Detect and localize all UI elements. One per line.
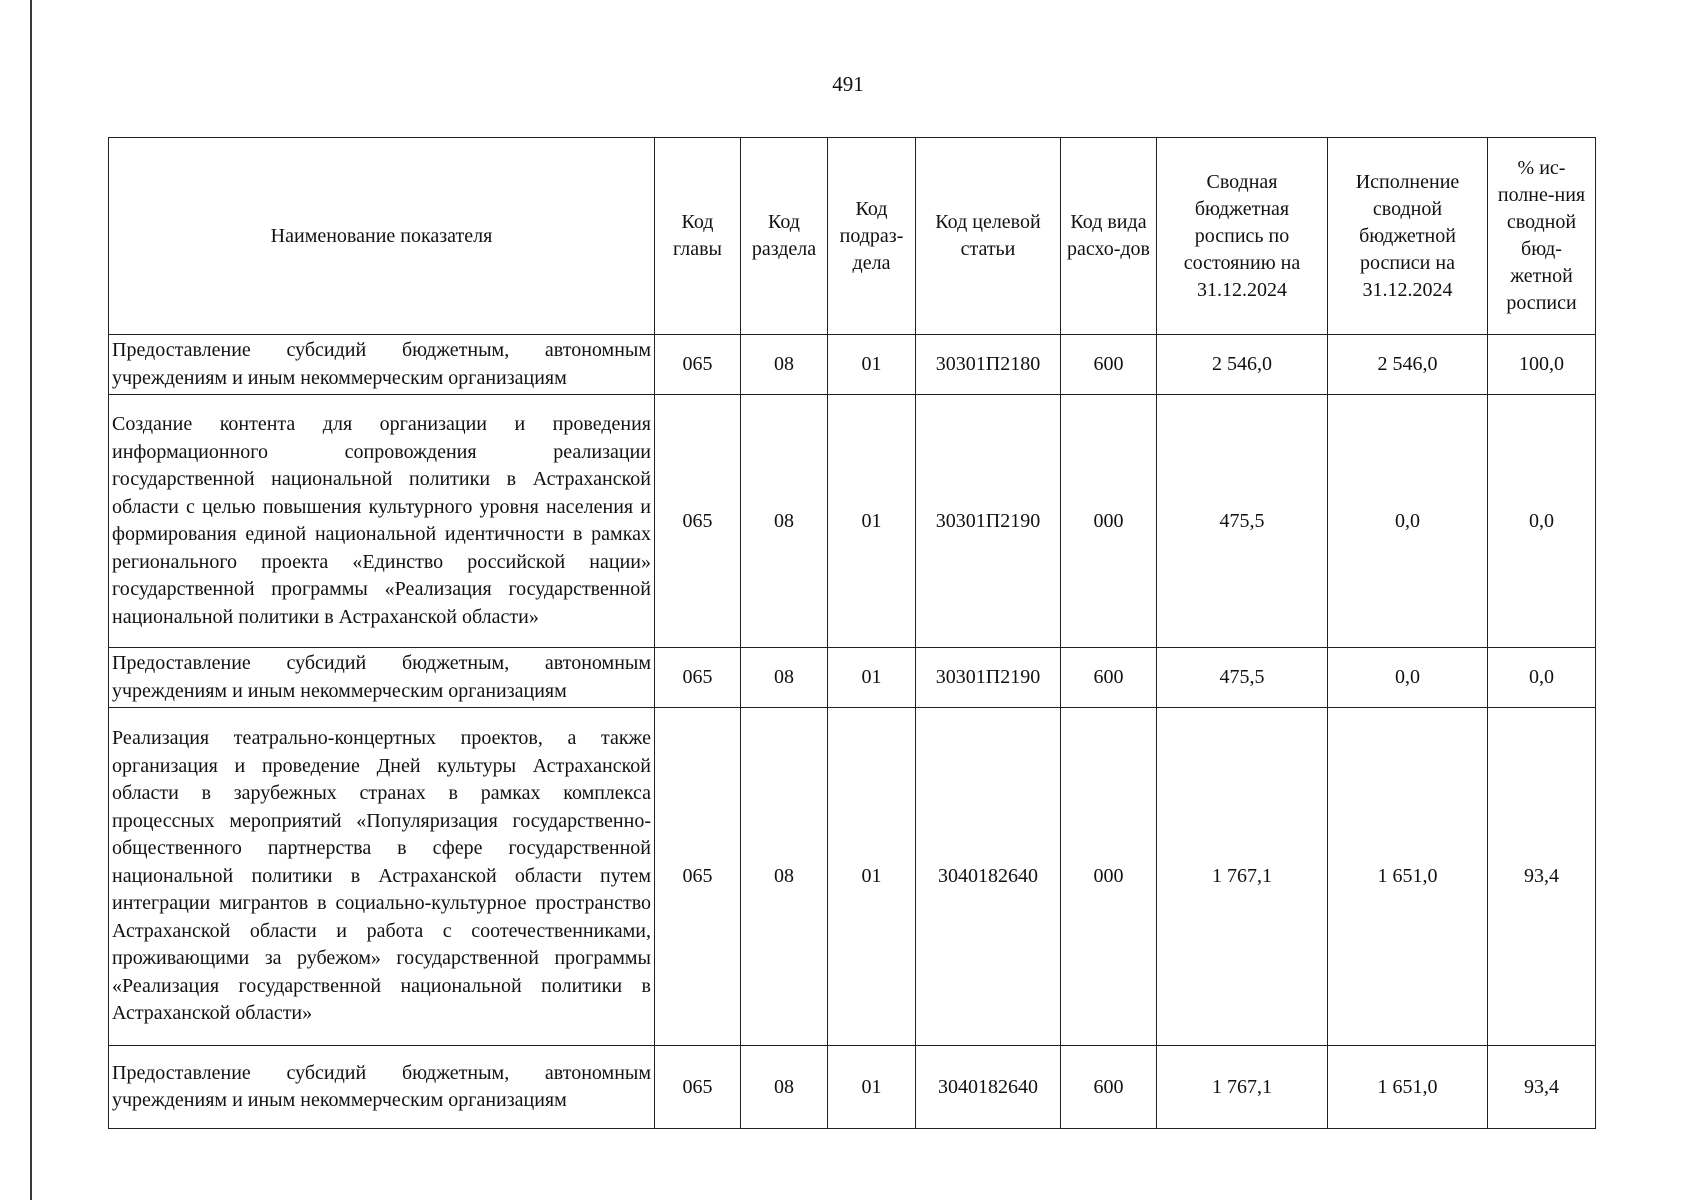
row-execution-percent: 100,0 <box>1488 335 1596 395</box>
row-chapter-code: 065 <box>655 335 741 395</box>
row-indicator-name: Предоставление субсидий бюджетным, автономным учреждениям и иным некоммерческим организациям <box>109 648 655 708</box>
table-row <box>109 335 1596 395</box>
table-row <box>109 648 1596 708</box>
row-budget-execution: 2 546,0 <box>1328 335 1488 395</box>
row-execution-percent: 0,0 <box>1488 395 1596 648</box>
header-indicator-name: Наименование показателя <box>109 138 655 335</box>
budget-execution-table <box>108 137 1596 1129</box>
row-subsection-code: 01 <box>828 335 916 395</box>
row-execution-percent: 93,4 <box>1488 708 1596 1046</box>
row-execution-percent: 0,0 <box>1488 648 1596 708</box>
row-execution-percent: 93,4 <box>1488 1046 1596 1129</box>
row-budget-execution: 1 651,0 <box>1328 708 1488 1046</box>
table-header-row <box>109 138 1596 335</box>
row-budget-schedule: 1 767,1 <box>1157 708 1328 1046</box>
row-expense-type-code: 000 <box>1061 708 1157 1046</box>
header-target-article-code: Код целевой статьи <box>916 138 1061 335</box>
row-chapter-code: 065 <box>655 708 741 1046</box>
page-number: 491 <box>832 72 864 96</box>
row-budget-schedule: 475,5 <box>1157 395 1328 648</box>
header-section-code: Код раздела <box>741 138 828 335</box>
row-indicator-name: Предоставление субсидий бюджетным, автономным учреждениям и иным некоммерческим организациям <box>109 335 655 395</box>
row-budget-execution: 0,0 <box>1328 395 1488 648</box>
left-margin-line <box>30 0 32 1200</box>
table-row <box>109 708 1596 1046</box>
budget-table-container <box>108 137 1595 1129</box>
row-section-code: 08 <box>741 395 828 648</box>
row-subsection-code: 01 <box>828 395 916 648</box>
row-chapter-code: 065 <box>655 395 741 648</box>
row-budget-schedule: 475,5 <box>1157 648 1328 708</box>
row-budget-execution: 0,0 <box>1328 648 1488 708</box>
row-subsection-code: 01 <box>828 648 916 708</box>
row-budget-execution: 1 651,0 <box>1328 1046 1488 1129</box>
row-indicator-name: Создание контента для организации и проведения информационного сопровождения реализации государственной национальной политики в Астраханской области с целью повышения культурного уровня населения и формирования единой национальной идентичности в рамках регионального проекта «Единство российской нации» государственной программы «Реализация государственной национальной политики в Астраханской области» <box>109 395 655 648</box>
row-expense-type-code: 000 <box>1061 395 1157 648</box>
header-budget-execution: Исполнение сводной бюджетной росписи на 31.12.2024 <box>1328 138 1488 335</box>
row-indicator-name: Предоставление субсидий бюджетным, автономным учреждениям и иным некоммерческим организациям <box>109 1046 655 1129</box>
row-expense-type-code: 600 <box>1061 335 1157 395</box>
header-execution-percent: % ис-полне-ния сводной бюд-жетной росписи <box>1488 138 1596 335</box>
table-row <box>109 395 1596 648</box>
row-budget-schedule: 2 546,0 <box>1157 335 1328 395</box>
row-target-article-code: 30301П2180 <box>916 335 1061 395</box>
row-section-code: 08 <box>741 335 828 395</box>
header-subsection-code: Код подраз-дела <box>828 138 916 335</box>
row-target-article-code: 30301П2190 <box>916 395 1061 648</box>
row-budget-schedule: 1 767,1 <box>1157 1046 1328 1129</box>
row-section-code: 08 <box>741 1046 828 1129</box>
header-expense-type-code: Код вида расхо-дов <box>1061 138 1157 335</box>
row-expense-type-code: 600 <box>1061 648 1157 708</box>
row-subsection-code: 01 <box>828 708 916 1046</box>
row-chapter-code: 065 <box>655 1046 741 1129</box>
row-chapter-code: 065 <box>655 648 741 708</box>
table-row <box>109 1046 1596 1129</box>
row-target-article-code: 3040182640 <box>916 1046 1061 1129</box>
row-subsection-code: 01 <box>828 1046 916 1129</box>
row-indicator-name: Реализация театрально-концертных проектов, а также организация и проведение Дней культуры Астраханской области в зарубежных странах в рамках комплекса процессных мероприятий «Популяризация государственно-общественного партнерства в сфере государственной национальной политики в Астраханской области путем интеграции мигрантов в социально-культурное пространство Астраханской области и работа с соотечественниками, проживающими за рубежом» государственной программы «Реализация государственной национальной политики в Астраханской области» <box>109 708 655 1046</box>
row-section-code: 08 <box>741 708 828 1046</box>
row-section-code: 08 <box>741 648 828 708</box>
header-chapter-code: Код главы <box>655 138 741 335</box>
row-expense-type-code: 600 <box>1061 1046 1157 1129</box>
header-budget-schedule: Сводная бюджетная роспись по состоянию на 31.12.2024 <box>1157 138 1328 335</box>
row-target-article-code: 30301П2190 <box>916 648 1061 708</box>
row-target-article-code: 3040182640 <box>916 708 1061 1046</box>
